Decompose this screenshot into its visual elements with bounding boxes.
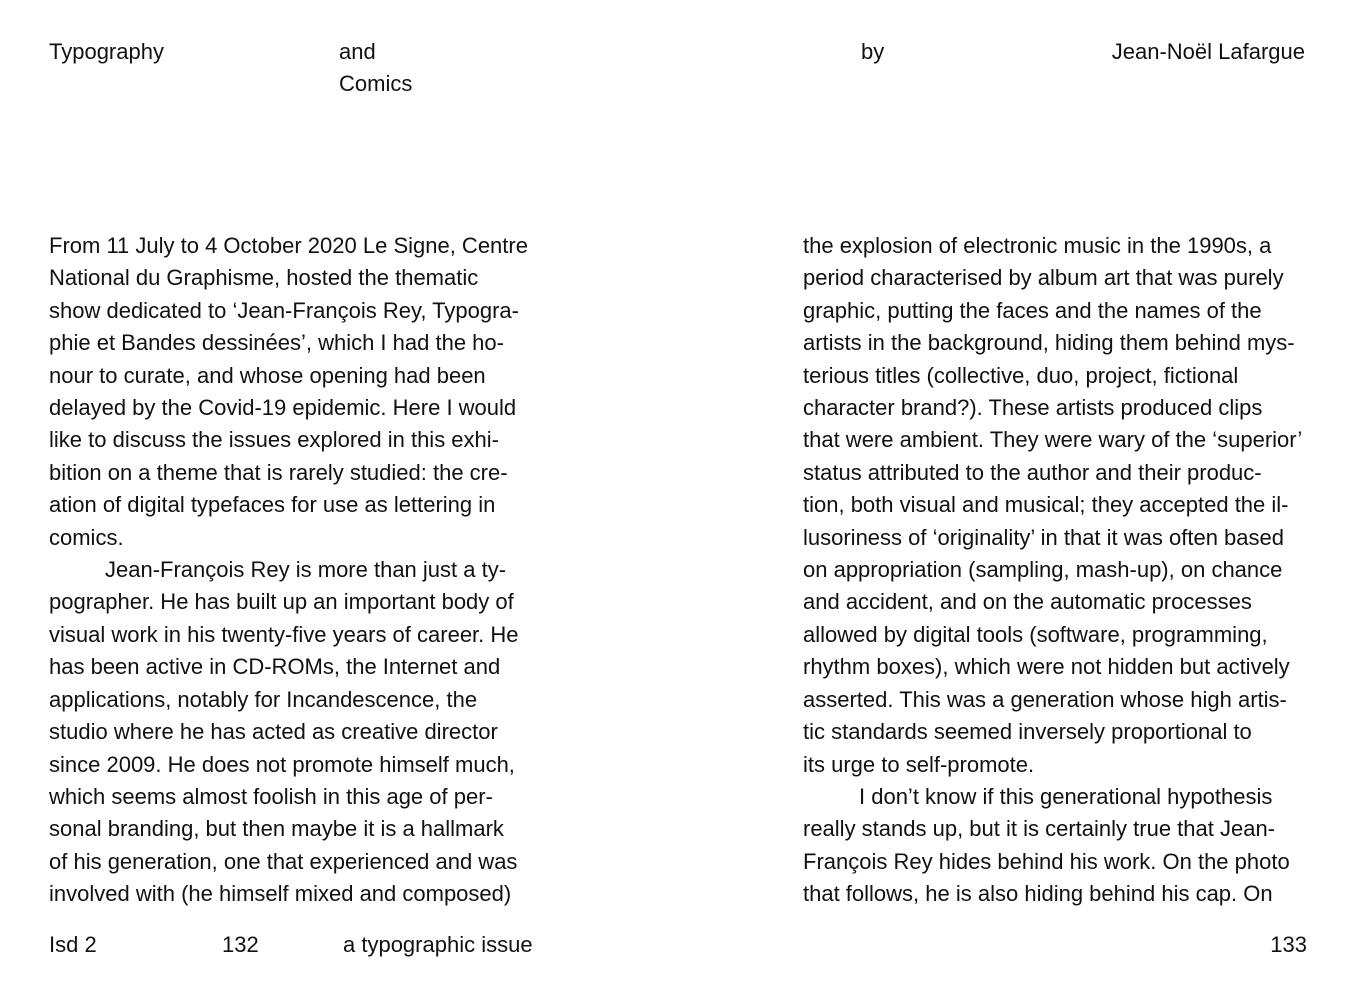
text-line: François Rey hides behind his work. On the photo: [803, 848, 1290, 874]
paragraph-start-line: I don’t know if this generational hypothesis: [859, 783, 1273, 809]
text-line: artists in the background, hiding them behind mys-: [803, 330, 1295, 356]
text-line: lusoriness of ‘originality’ in that it was often based: [803, 524, 1284, 550]
text-line: tic standards seemed inversely proportional to: [803, 719, 1252, 745]
header-title-and: and: [339, 39, 376, 64]
text-line: bition on a theme that is rarely studied: the cre-: [49, 459, 508, 485]
text-line: asserted. This was a generation whose high artis-: [803, 686, 1287, 712]
text-line: studio where he has acted as creative director: [49, 719, 498, 745]
text-line: show dedicated to ‘Jean-François Rey, Typogra-: [49, 297, 519, 323]
text-line: really stands up, but it is certainly true that Jean-: [803, 816, 1276, 842]
text-line: ation of digital typefaces for use as lettering in: [49, 492, 496, 518]
text-line: period characterised by album art that was purely: [803, 265, 1284, 291]
header-title-comics: Comics: [339, 71, 413, 96]
text-line: that were ambient. They were wary of the ‘superior’: [803, 427, 1303, 453]
text-line: From 11 July to 4 October 2020 Le Signe, Centre: [49, 233, 528, 258]
text-line: nour to curate, and whose opening had been: [49, 362, 486, 388]
text-line: since 2009. He does not promote himself much,: [49, 751, 515, 777]
text-line: visual work in his twenty-five years of career. He: [49, 621, 519, 647]
paragraph-start-line: Jean-François Rey is more than just a ty-: [105, 557, 507, 583]
header-title-typography: Typography: [49, 39, 164, 64]
text-line: which seems almost foolish in this age of per-: [49, 783, 493, 809]
text-line: delayed by the Covid-19 epidemic. Here I would: [49, 395, 517, 421]
text-line: applications, notably for Incandescence, the: [49, 686, 478, 712]
text-line: pographer. He has built up an important body of: [49, 589, 514, 615]
text-line: terious titles (collective, duo, project, fictional: [803, 362, 1239, 388]
text-line: phie et Bandes dessinées’, which I had the ho-: [49, 330, 504, 356]
text-line: involved with (he himself mixed and composed): [49, 881, 512, 907]
text-line: graphic, putting the faces and the names of the: [803, 297, 1262, 323]
footer-subtitle: a typographic issue: [343, 932, 533, 957]
text-line: its urge to self-promote.: [803, 751, 1035, 777]
footer-issue: Isd 2: [49, 932, 97, 957]
header-author: Jean-Noël Lafargue: [1111, 39, 1305, 64]
left-column-text: [49, 230, 528, 911]
text-line: and accident, and on the automatic processes: [803, 589, 1252, 615]
text-line: National du Graphisme, hosted the thematic: [49, 265, 479, 291]
text-line: character brand?). These artists produced clips: [803, 395, 1263, 421]
text-line: status attributed to the author and their produc-: [803, 459, 1262, 485]
right-column-text: [803, 230, 1302, 911]
footer-page-number-left: 132: [222, 932, 259, 957]
header-by: by: [861, 39, 885, 64]
text-line: allowed by digital tools (software, programming,: [803, 621, 1268, 647]
text-line: that follows, he is also hiding behind his cap. On: [803, 881, 1273, 907]
footer-page-number-right: 133: [1270, 932, 1307, 957]
text-line: comics.: [49, 524, 124, 550]
text-line: like to discuss the issues explored in this exhi-: [49, 427, 499, 453]
text-line: the explosion of electronic music in the 1990s, a: [803, 233, 1272, 258]
text-line: has been active in CD-ROMs, the Internet and: [49, 654, 501, 680]
text-line: rhythm boxes), which were not hidden but actively: [803, 654, 1290, 680]
text-line: tion, both visual and musical; they accepted the il-: [803, 492, 1289, 518]
text-line: on appropriation (sampling, mash-up), on chance: [803, 557, 1283, 583]
text-line: sonal branding, but then maybe it is a hallmark: [49, 816, 504, 842]
text-line: of his generation, one that experienced and was: [49, 848, 518, 874]
